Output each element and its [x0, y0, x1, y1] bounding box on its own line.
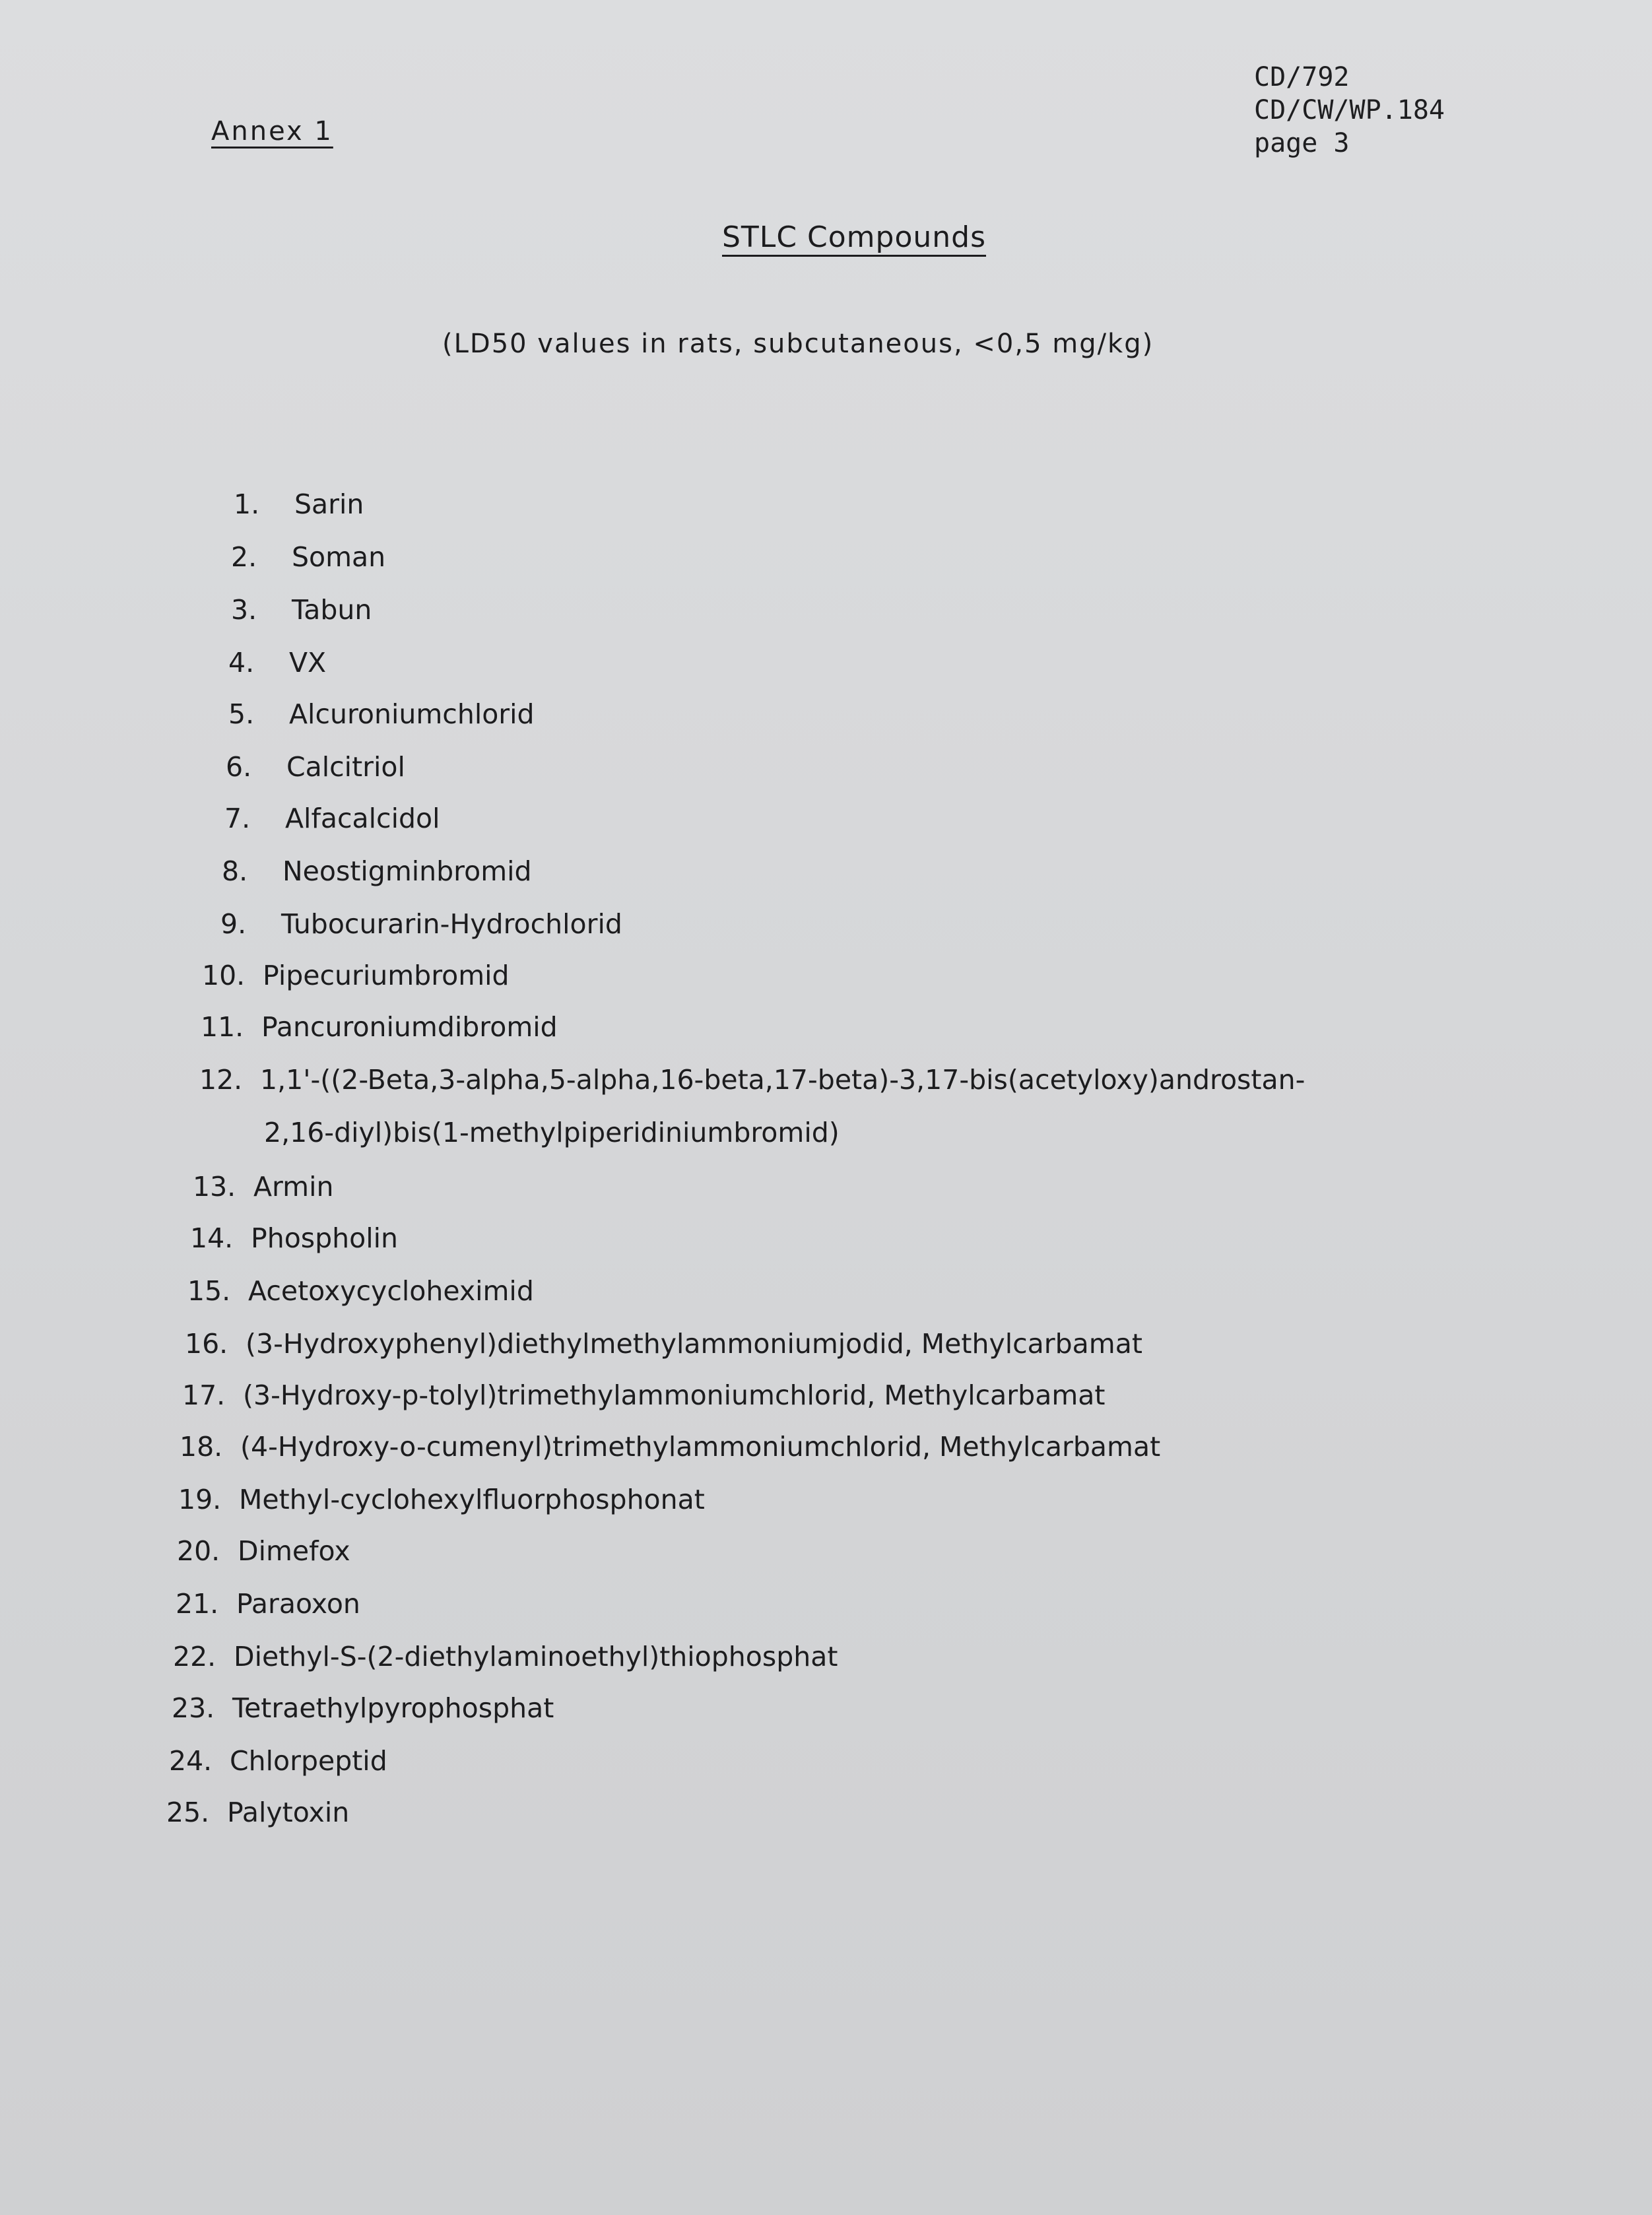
compound-name: VX	[289, 647, 327, 678]
compound-name: Tabun	[292, 594, 372, 626]
compound-number: 10.	[202, 960, 246, 991]
compound-number: 6.	[226, 751, 252, 783]
compound-name: Sarin	[294, 488, 364, 520]
compound-item	[169, 1744, 387, 1778]
annex-label: Annex 1	[211, 116, 333, 147]
compound-item	[187, 1274, 534, 1308]
compound-name: (3-Hydroxy-p-tolyl)trimethylammoniumchlorid, Methylcarbamat	[243, 1379, 1106, 1411]
reference-line: CD/CW/WP.184	[1254, 95, 1445, 125]
compound-name: Palytoxin	[227, 1797, 350, 1828]
page-title: STLC Compounds	[722, 220, 987, 254]
compound-item	[177, 1534, 350, 1568]
compound-number: 17.	[182, 1379, 226, 1411]
compound-number: 11.	[201, 1011, 244, 1043]
compound-number: 23.	[172, 1692, 215, 1724]
compound-number: 9.	[220, 908, 247, 940]
compound-item	[234, 487, 364, 521]
compound-number: 5.	[228, 698, 255, 730]
compound-number: 18.	[180, 1431, 223, 1463]
compound-item	[185, 1327, 1142, 1361]
compound-item	[182, 1378, 1105, 1412]
compound-item	[228, 697, 535, 731]
compound-item	[226, 750, 405, 784]
compound-item	[222, 854, 532, 888]
compound-name: Alcuroniumchlorid	[289, 698, 535, 730]
compound-name: Neostigminbromid	[282, 855, 532, 887]
compound-number: 15.	[187, 1275, 231, 1307]
compound-name: Methyl-cyclohexylfluorphosphonat	[239, 1484, 705, 1515]
compound-number: 3.	[231, 594, 257, 626]
compound-item	[202, 958, 510, 993]
compound-number: 8.	[222, 855, 248, 887]
compound-item	[231, 540, 385, 574]
compound-item	[178, 1482, 705, 1517]
compound-item	[176, 1587, 360, 1621]
compound-item	[201, 1010, 558, 1044]
compound-number: 13.	[193, 1171, 236, 1203]
compound-name: (3-Hydroxyphenyl)diethylmethylammoniumjodid, Methylcarbamat	[246, 1328, 1142, 1360]
compound-name: Dimefox	[238, 1535, 350, 1567]
compound-item	[199, 1063, 1305, 1097]
compound-item	[166, 1795, 349, 1830]
reference-line: page 3	[1254, 128, 1350, 158]
compound-name: 1,1'-((2-Beta,3-alpha,5-alpha,16-beta,17-beta)-3,17-bis(acetyloxy)androstan-	[260, 1064, 1305, 1096]
page-subtitle: (LD50 values in rats, subcutaneous, <0,5 mg/kg)	[442, 329, 1154, 359]
compound-name: Soman	[292, 541, 386, 573]
compound-item	[172, 1691, 554, 1725]
compound-item	[193, 1170, 334, 1204]
compound-item	[173, 1639, 838, 1674]
compound-name: (4-Hydroxy-o-cumenyl)trimethylammoniumchlorid, Methylcarbamat	[240, 1431, 1161, 1463]
compound-number: 25.	[166, 1797, 210, 1828]
reference-line: CD/792	[1254, 62, 1350, 92]
compound-number: 2.	[231, 541, 257, 573]
compound-number: 20.	[177, 1535, 220, 1567]
document-reference	[1254, 61, 1445, 160]
compound-name: Armin	[253, 1171, 334, 1203]
compound-name: Acetoxycycloheximid	[248, 1275, 534, 1307]
compound-item	[228, 645, 326, 680]
compound-name: Phospholin	[251, 1222, 399, 1254]
compound-number: 4.	[228, 647, 255, 678]
compound-number: 7.	[224, 803, 251, 834]
compound-item	[224, 801, 440, 836]
compound-number: 19.	[178, 1484, 222, 1515]
compound-item	[220, 907, 622, 941]
compound-number: 22.	[173, 1641, 216, 1672]
compound-name: Diethyl-S-(2-diethylaminoethyl)thiophosphat	[234, 1641, 838, 1672]
compound-name: Tubocurarin-Hydrochlorid	[281, 908, 622, 940]
compound-name: Paraoxon	[236, 1588, 360, 1620]
compound-item	[180, 1430, 1160, 1464]
compound-number: 24.	[169, 1745, 213, 1777]
compound-name: Calcitriol	[286, 751, 405, 783]
compound-name-continuation: 2,16-diyl)bis(1-methylpiperidiniumbromid)	[264, 1117, 840, 1148]
compound-number: 12.	[199, 1064, 243, 1096]
compound-name: Chlorpeptid	[230, 1745, 387, 1777]
compound-item	[190, 1221, 398, 1255]
compound-number: 14.	[190, 1222, 234, 1254]
compound-item	[231, 593, 372, 627]
compound-number: 16.	[185, 1328, 228, 1360]
compound-name: Tetraethylpyrophosphat	[232, 1692, 554, 1724]
compound-name: Alfacalcidol	[285, 803, 440, 834]
compound-number: 21.	[176, 1588, 219, 1620]
compound-name: Pancuroniumdibromid	[261, 1011, 558, 1043]
compound-number: 1.	[234, 488, 260, 520]
compound-name: Pipecuriumbromid	[263, 960, 510, 991]
